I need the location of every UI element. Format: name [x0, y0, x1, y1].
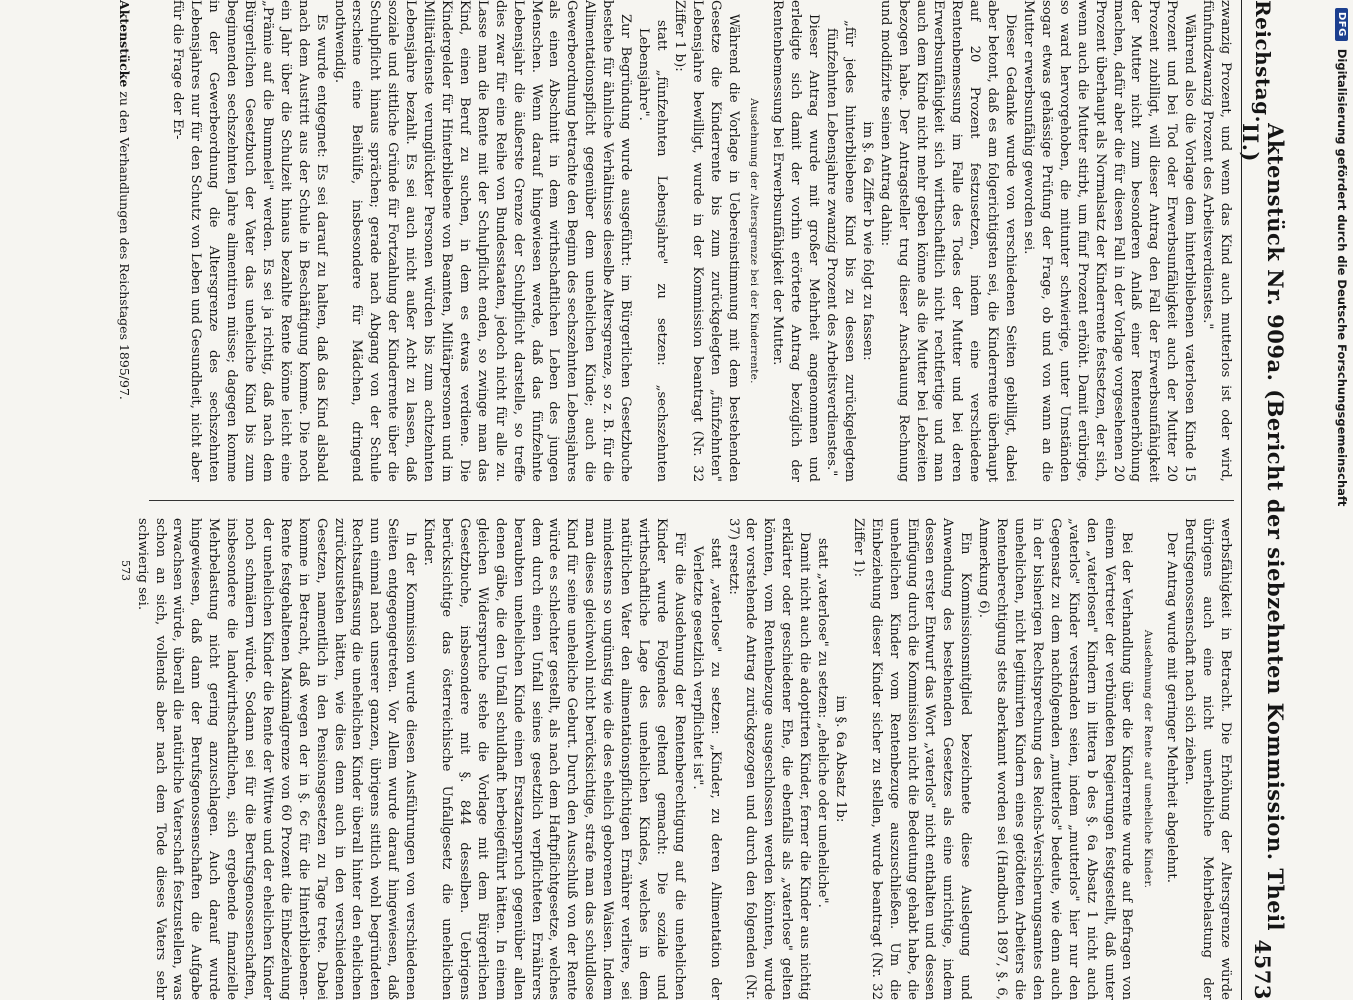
header-document-title: Aktenstück Nr. 909a. (Bericht der siebzehnten Kommission. Theil II.) [1238, 123, 1288, 932]
right-text-column [133, 518, 1234, 1000]
paragraph: Bei der Verhandlung über die Kinderrente wurde auf Befragen von einem Vertreter der verbündeten Regierungen festgestellt, daß unter den „vaterlosen" Kindern in littera b des §. 6a Absatz 1 nicht auch „vaterlos" Kinder verstanden seien, indem „mutterlos" hier nur den Gegensatz zu dem nachfolgenden „mutterlos" bedeute, wie denn auch in der bisherigen Rechtsprechung des Reichs-Versicherungsamtes den unehelichen, nicht legitimirten Kindern eines getödteten Arbeiters die Rentenberechtigung stets aberkannt worden sei (Handbuch 1897, §. 6, Anmerkung 6). [976, 518, 1135, 1000]
left-text-column [169, 0, 1234, 482]
paragraph: „für jedes hinterbliebene Kind bis zu dessen zurückgelegtem fünfzehnten Lebensjahre zwanzig Prozent des Arbeitsverdienstes." [824, 20, 857, 482]
folio-number: 573 [119, 560, 132, 581]
paragraph: werbsfähigkeit in Betracht. Die Erhöhung der Altersgrenze würde übrigens auch eine nicht unerhebliche Mehrbelastung der Berufsgenossenschaft nach sich ziehen. [1182, 518, 1233, 1000]
paragraph: statt „fünfzehnten Lebensjahre" zu setzen: „sechszehnten Lebensjahre". [636, 20, 669, 482]
paragraph: im §. 6a Ziffer b wie folgt zu fassen: [859, 121, 875, 361]
paragraph: Ein Kommissionsmitglied bezeichnete diese Auslegung und Anwendung des bestehenden Gesetzes als eine unrichtige, indem dessen erster Entwurf das Wort „vaterlos" nicht enthalten und dessen Einfügung durch die Kommission nicht die Bedeutung gehabt habe, die unehelichen Kinder vom Rentenbezuge auszuschließen. Um die Einbeziehung dieser Kinder sicher zu stellen, wurde beantragt (Nr. 32 Ziffer 1): [850, 518, 974, 1000]
page-header [1238, 0, 1288, 1000]
paragraph: Für die Ausdehnung der Rentenberechtigung auf die unehelichen Kinder wurde Folgendes geltend gemacht: Die soziale und wirthschaftliche Lage des unehelichen Kindes, welches in dem natürlichen Vater den alimentationspflichtigen Ernährer verliere, sei mindestens so ungünstig wie die des ehelich geborenen Waisen. Indem man dieses gleichwohl nicht berücksichtige, strafe man das schuldlose Kind für seine uneheliche Geburt. Durch den Ausschluß von der Rente würde es schlechter gestellt, als nach dem Haftpflichtgesetze, welches dem durch einen Unfall seines gesetzlich verpflichteten Ernährers beraubten unehelichen Kinde einen Ersatzanspruch gegenüber allen denen gäbe, die den Unfall schuldhaft herbeigeführt hätten. In einem gleichen Widerspruche stehe die Vorlage mit dem Bürgerlichen Gesetzbuche, insbesondere mit §. 844 desselben. Uebrigens berücksichtige das österreichische Unfallgesetz die unehelichen Kinder. [421, 518, 687, 1000]
header-rule [1241, 0, 1242, 1000]
paragraph: Damit nicht auch die adoptirten Kinder, ferner die Kinder aus nichtig erklärter oder geschiedener Ehe, die ebenfalls als „vaterlose" gelten könnten, vom Rentenbezuge ausgeschlossen werden könnten, wurde der vorstehende Antrag zurückgezogen und durch den folgenden (Nr. 37) ersetzt: [725, 518, 813, 1000]
digitization-notice [1333, 8, 1351, 998]
section-heading: Ausdehnung der Altersgrenze bei der Kinderrente. [748, 98, 761, 384]
paragraph: statt „vaterlose" zu setzen: „Kinder, zu deren Alimentation der Verletzte gesetzlich verpflichtet ist". [689, 538, 723, 1000]
section-heading: Ausdehnung der Rente auf uneheliche Kinder. [1142, 629, 1155, 889]
header-page-number: 4573 [1250, 939, 1276, 1000]
paragraph: zwanzig Prozent, und wenn das Kind auch mutterlos ist oder wird, fünfundzwanzig Prozent des Arbeitsverdienstes." [1200, 0, 1233, 482]
column-divider [149, 500, 1234, 501]
footer-bold-label: Aktenstücke [117, 0, 132, 88]
paragraph: Es wurde entgegnet: Es sei darauf zu halten, daß das Kind alsbald nach dem Austritt aus der Schule in Beschäftigung komme. Die noch ein Jahr über die Schulzeit hinaus bezahlte Rente könne leicht eine „Prämie auf die Bummelei" werden. Es sei ja richtig, daß nach dem Bürgerlichen Gesetzbuch der Vater das uneheliche Kind bis zum beginnenden sechszehnten Jahre alimentiren müsse; dagegen komme in der Gewerbeordnung die Altersgrenze des sechszehnten Lebensjahres nur für den Schutz von Leben und Gesundheit, nicht aber für die Frage der Er- [170, 0, 329, 482]
paragraph: Zur Begründung wurde ausgeführt: im Bürgerlichen Gesetzbuche bestehe für ähnliche Verhältnisse dieselbe Altersgrenze, so z. B. für die Alimentationspflicht gegenüber dem unehelichen Kinde; auch die Gewerbeordnung betrachte den Beginn des sechszehnten Lebensjahres als einen Abschnitt in dem wirthschaftlichen Leben des jungen Menschen. Wenn darauf hingewiesen werde, daß das fünfzehnte Lebensjahr die äußerste Grenze der Schulpflicht darstelle, so treffe dies zwar für eine Reihe von Bundesstaaten, jedoch nicht für alle zu. Lasse man die Rente mit der Schulpflicht enden, so zwinge man das Kind, einen Beruf zu suchen, in dem es etwas verdiene. Die Kindergelder für Hinterbliebene von Beamten, Militärpersonen und im Militärdienste verunglückter Personen würden bis zum achtzehnten Lebensjahre bezahlt. Es sei auch nicht außer Acht zu lassen, daß soziale und sittliche Gründe für Fortzahlung der Kinderrente über die Schulpflicht hinaus sprächen; gerade nach Abgang von der Schule erscheine eine Beihülfe, insbesondere für Mädchen, dringend nothwendig. [331, 0, 634, 482]
paragraph: In der Kommission wurde diesen Ausführungen von verschiedenen Seiten entgegengetreten. Vor Allem wurde darauf hingewiesen, daß nun einmal nach unserer ganzen, übrigens sittlich wohl begründeten Rechtsauffassung die unehelichen Kinder überall hinter den ehelichen zurückzustehen hätten, wie dies denn auch in den verschiedenen Gesetzen, namentlich in den Pensionsgesetzen zu Tage trete. Dabei komme in Betracht, daß wegen der in §. 6c für die Hinterbliebenen-Rente festgehaltenen Maximalgrenze von 60 Prozent die Einbeziehung der unehelichen Kinder die Rente der Wittwe und der ehelichen Kinder noch schmälern würde. Sodann sei für die Berufsgenossenschaften, insbesondere die landwirthschaftlichen, sich ergebende finanzielle Mehrbelastung nicht gering anzuschlagen. Auch darauf wurde hingewiesen, daß dann der Berufsgenossenschaften die Aufgabe erwachsen würde, überall die natürliche Vaterschaft festzustellen, was schon an sich, vollends aber nach dem Tode dieses Vaters sehr schwierig sei. [134, 518, 419, 1000]
paragraph: Während die Vorlage in Uebereinstimmung mit dem bestehenden Gesetze die Kinderrente bis zum zurückgelegten „fünfzehnten" Lebensjahre bewilligt, wurde in der Kommission beantragt (Nr. 32 Ziffer 1 b): [671, 0, 741, 482]
paragraph: Der Antrag wurde mit geringer Mehrheit abgelehnt. [1164, 532, 1180, 883]
dfg-logo: DFG [1336, 8, 1349, 41]
digitization-notice-text: Digitalisierung gefördert durch die Deutsche Forschungsgemeinschaft [1335, 48, 1349, 507]
paragraph: Dieser Gedanke wurde von verschiedenen Seiten gebilligt, dabei aber betont, daß es am folgerichtigsten sei, die Kinderrente überhaupt auf 20 Prozent festzusetzen, indem eine verschiedene Rentenbemessung im Falle des Todes der Mutter und bei deren Erwerbsunfähigkeit sich wirthschaftlich nicht rechtfertige und man auch dem Kinde nicht mehr geben könne als die Mutter bei Lebzeiten bezogen habe. Der Antragsteller trug dieser Anschauung Rechnung und modifizirte seinen Antrag dahin: [877, 0, 1019, 482]
rotated-document-sheet [60, 0, 1288, 1000]
footer-text: zu den Verhandlungen des Reichstages 1895/97. [117, 87, 132, 400]
paragraph: im §. 6a Absatz 1b: [832, 695, 848, 823]
paragraph: Dieser Antrag wurde mit großer Mehrheit angenommen und erledigte sich damit der vorhin erörterte Antrag bezüglich der Rentenbemessung bei Erwerbsunfähigkeit der Mutter. [770, 0, 822, 482]
header-publication: Reichstag. [1251, 0, 1275, 124]
page-footer [117, 0, 132, 1000]
paragraph: statt „vaterlose" zu setzen: „eheliche oder uneheliche". [815, 538, 831, 908]
paragraph: Während also die Vorlage dem hinterbliebenen vaterlosen Kinde 15 Prozent und bei Tod oder Erwerbsunfähigkeit auch der Mutter 20 Prozent zubilligt, will dieser Antrag den Fall der Erwerbsunfähigkeit der Mutter nicht zum besonderen Anlaß einer Rentenerhöhung machen, dafür aber die für diesen Fall in der Vorlage vorgesehenen 20 Prozent überhaupt als Normalsatz der Kinderrente festsetzen, der sich, wenn auch die Mutter stirbt, um fünf Prozent erhöht. Damit erübrige, so ward hervorgehoben, die mitunter schwierige, unter Umständen sogar etwas gehässige Prüfung der Frage, ob und von wann an die Mutter erwerbsunfähig geworden sei. [1021, 0, 1198, 482]
